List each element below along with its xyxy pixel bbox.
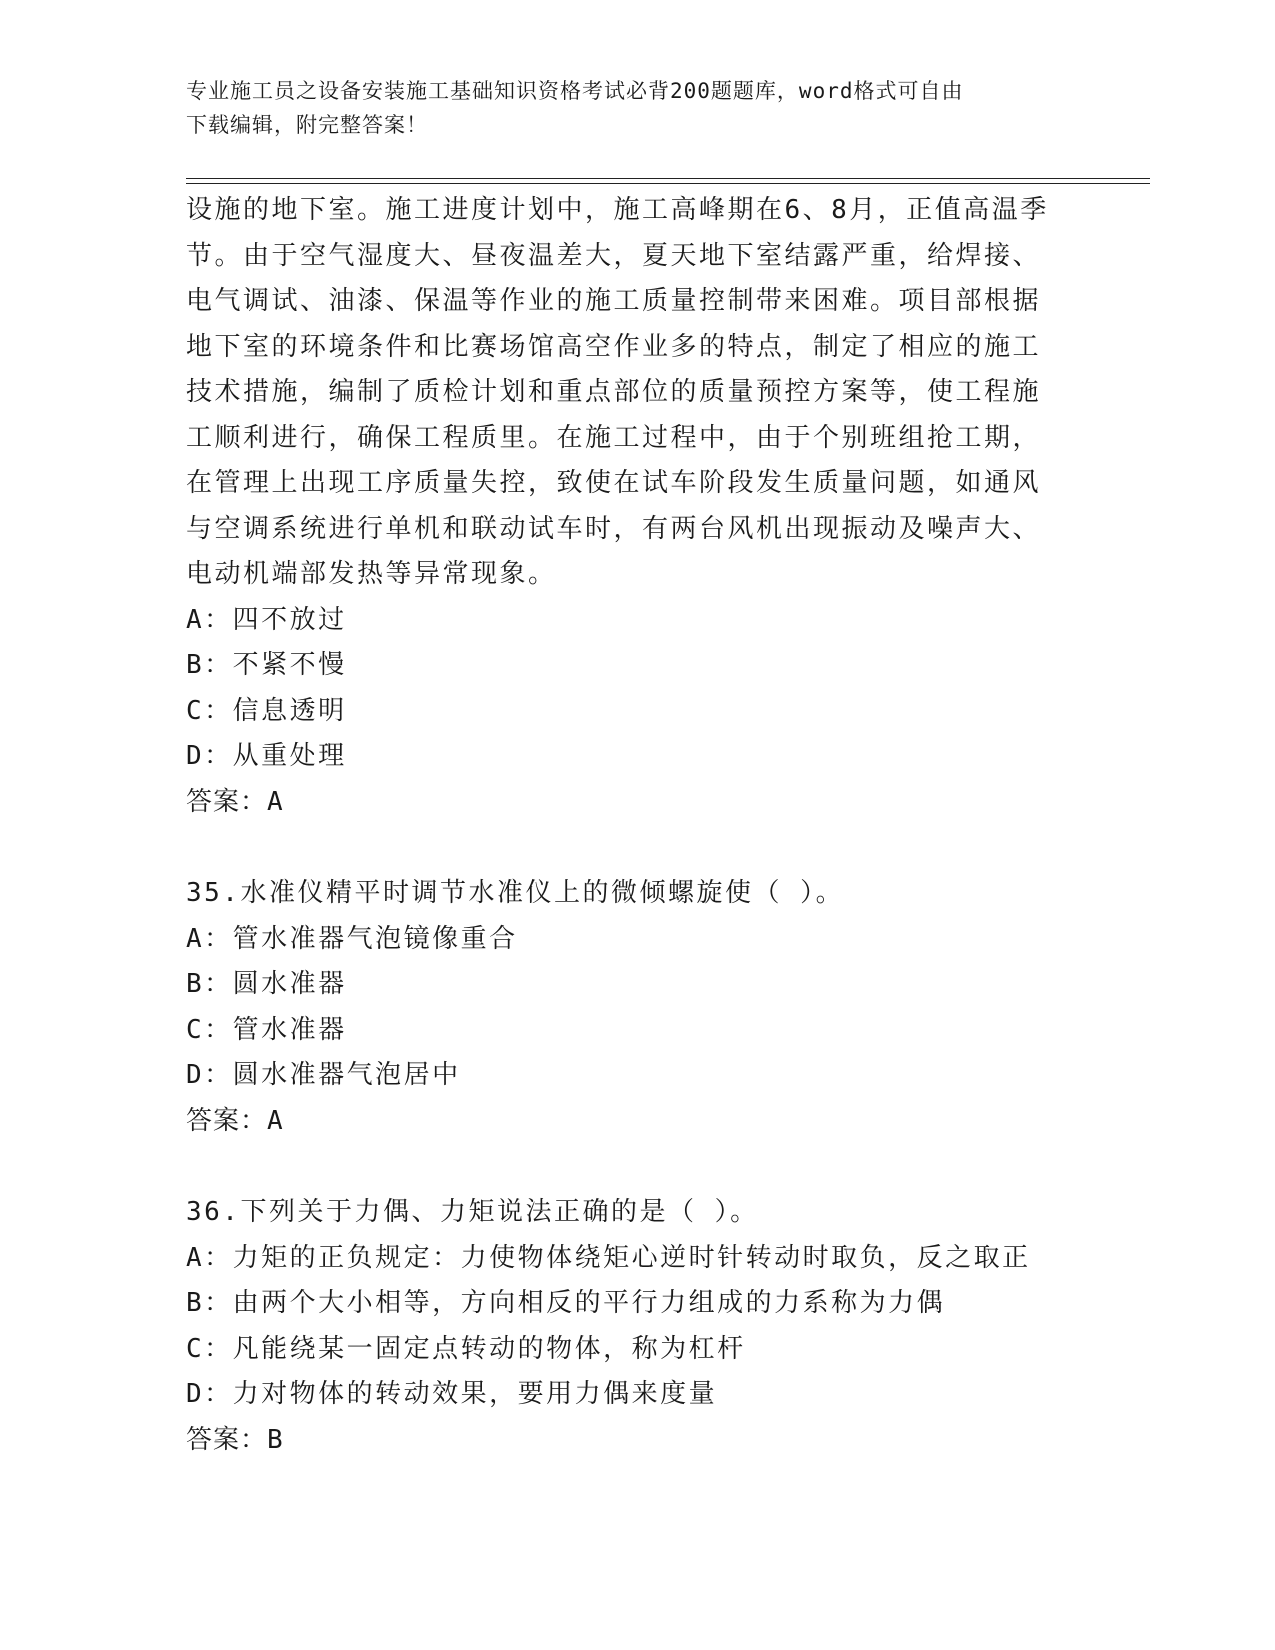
passage-line: 地下室的环境条件和比赛场馆高空作业多的特点，制定了相应的施工 — [186, 331, 1042, 362]
passage-line: 与空调系统进行单机和联动试车时，有两台风机出现振动及噪声大、 — [186, 513, 1042, 544]
question-stem: 35.水准仪精平时调节水准仪上的微倾螺旋使（ ）。 — [186, 878, 845, 908]
passage-line: 电气调试、油漆、保温等作业的施工质量控制带来困难。项目部根据 — [186, 286, 1042, 316]
option-d: D：从重处理 — [186, 741, 347, 771]
question-answer — [186, 1418, 1146, 1464]
question-36 — [186, 1190, 1146, 1463]
option-b: B：由两个大小相等，方向相反的平行力组成的力系称为力偶 — [186, 1288, 946, 1318]
question-35 — [186, 871, 1146, 1144]
spacer — [186, 825, 1146, 871]
question-answer — [186, 1099, 1146, 1145]
option-b: B：圆水准器 — [186, 969, 347, 999]
passage-line: 设施的地下室。施工进度计划中，施工高峰期在6、8月，正值高温季 — [186, 195, 1049, 225]
option-a: A：力矩的正负规定：力使物体绕矩心逆时针转动时取负，反之取正 — [186, 1242, 1031, 1273]
answer-label: 答案： — [186, 1424, 268, 1455]
passage-answer — [186, 780, 1146, 826]
spacer — [186, 1144, 1146, 1190]
header-line-1: 专业施工员之设备安装施工基础知识资格考试必背200题题库，word格式可自由 — [186, 79, 964, 103]
header-divider-top — [186, 178, 1150, 179]
passage-line: 电动机端部发热等异常现象。 — [186, 559, 557, 589]
document-header — [186, 74, 1086, 142]
passage-options — [186, 598, 1146, 780]
option-d: D：圆水准器气泡居中 — [186, 1060, 461, 1090]
answer-value: A — [267, 1105, 284, 1136]
passage-line: 节。由于空气湿度大、昼夜温差大，夏天地下室结露严重，给焊接、 — [186, 240, 1042, 271]
option-c: C：管水准器 — [186, 1014, 347, 1045]
option-a: A：四不放过 — [186, 604, 347, 635]
answer-label: 答案： — [186, 786, 268, 817]
passage-line: 在管理上出现工序质量失控，致使在试车阶段发生质量问题，如通风 — [186, 468, 1042, 498]
question-stem: 36.下列关于力偶、力矩说法正确的是（ ）。 — [186, 1197, 759, 1227]
option-c: C：凡能绕某一固定点转动的物体，称为杠杆 — [186, 1333, 746, 1364]
option-c: C：信息透明 — [186, 695, 347, 726]
passage-line: 技术措施，编制了质检计划和重点部位的质量预控方案等，使工程施 — [186, 377, 1042, 407]
option-a: A：管水准器气泡镜像重合 — [186, 923, 518, 954]
header-line-2: 下载编辑，附完整答案！ — [186, 113, 428, 137]
header-divider-bottom — [186, 183, 1150, 184]
option-b: B：不紧不慢 — [186, 650, 347, 680]
document-body — [186, 188, 1146, 1463]
passage — [186, 188, 1146, 598]
option-d: D：力对物体的转动效果，要用力偶来度量 — [186, 1379, 718, 1409]
answer-label: 答案： — [186, 1105, 268, 1136]
answer-value: A — [267, 786, 284, 817]
answer-value: B — [267, 1424, 284, 1455]
passage-line: 工顺利进行，确保工程质里。在施工过程中，由于个别班组抢工期， — [186, 422, 1042, 453]
